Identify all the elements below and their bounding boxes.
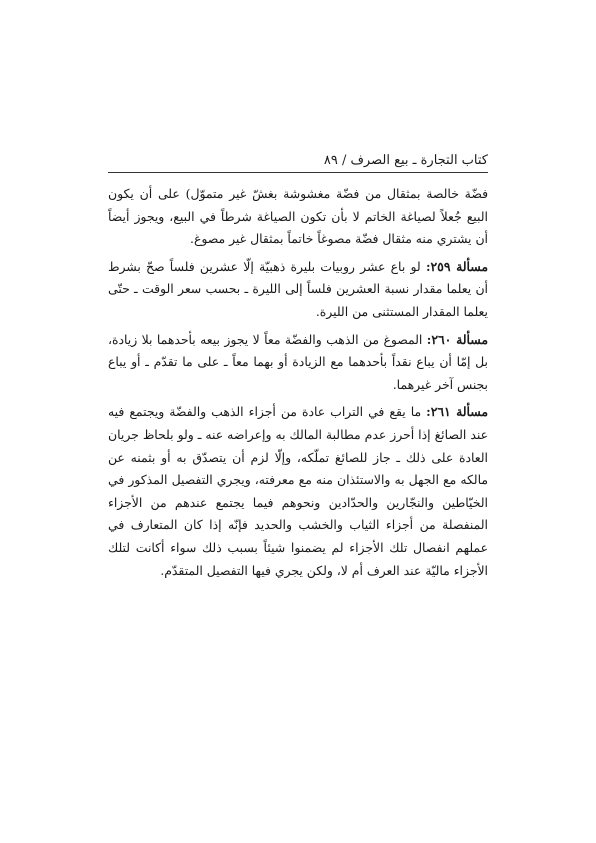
paragraph-continuation: فضّة خالصة بمثقال من فضّة مغشوشة بغشّ غير متموّل) على أن يكون البيع جُعلاً لصياغة الخاتم لا بأن تكون الصياغة شرطاً في البيع، ويجوز أيضاً أن يشتري منه مثقال فضّة مصوغاً خاتماً بمثقال غير مصوغ. — [108, 186, 488, 247]
masala-259-label: مسألة ٢٥٩: — [425, 258, 488, 274]
running-header — [108, 150, 488, 173]
masala-259-text: لو باع عشر روبيات بليرة ذهبيّة إلّا عشرين فلساً صحّ بشرط أن يعلما مقدار نسبة العشرين فلساً إلى الليرة ـ بحسب سعر الوقت ـ حتّى يعلما المقدار المستثنى من الليرة. — [108, 258, 488, 319]
masala-261-text: ما يقع في التراب عادة من أجزاء الذهب والفضّة ويجتمع فيه عند الصائغ إذا أحرز عدم مطالبة المالك به وإعراضه عنه ـ ولو بلحاظ جريان العادة على ذلك ـ جاز للصائغ تملّكه، وإلّا لزم أن يتصدّق به أو بثمنه عن مالكه مع الجهل به والاستئذان منه مع معرفته، ويجري التفصيل المذكور في الخيّاطين والنجّارين والحدّادين ونحوهم فيما يجتمع عندهم من الأجزاء المنفصلة من أجزاء الثياب والخشب والحديد فإنّه إذا كان المتعارف في عملهم انفصال تلك الأجزاء لم يضمنوا شيئاً بسبب ذلك سواء أكانت لتلك الأجزاء ماليّة عند العرف أم لا، ولكن يجري فيها التفصيل المتقدّم. — [108, 404, 488, 578]
masala-259 — [108, 256, 488, 324]
page-body — [108, 183, 488, 587]
running-title: كتاب التجارة ـ بيع الصرف / ٨٩ — [323, 153, 488, 168]
masala-261 — [108, 401, 488, 582]
masala-260 — [108, 329, 488, 397]
masala-261-label: مسألة ٢٦١: — [426, 404, 488, 420]
masala-260-label: مسألة ٢٦٠: — [426, 331, 488, 347]
masala-260-text: المصوغ من الذهب والفضّة معاً لا يجوز بيعه بأحدهما بلا زيادة، بل إمّا أن يباع نقداً بأحدهما مع الزيادة أو بهما معاً ـ على ما تقدّم ـ أو يباع بجنس آخر غيرهما. — [108, 331, 488, 392]
